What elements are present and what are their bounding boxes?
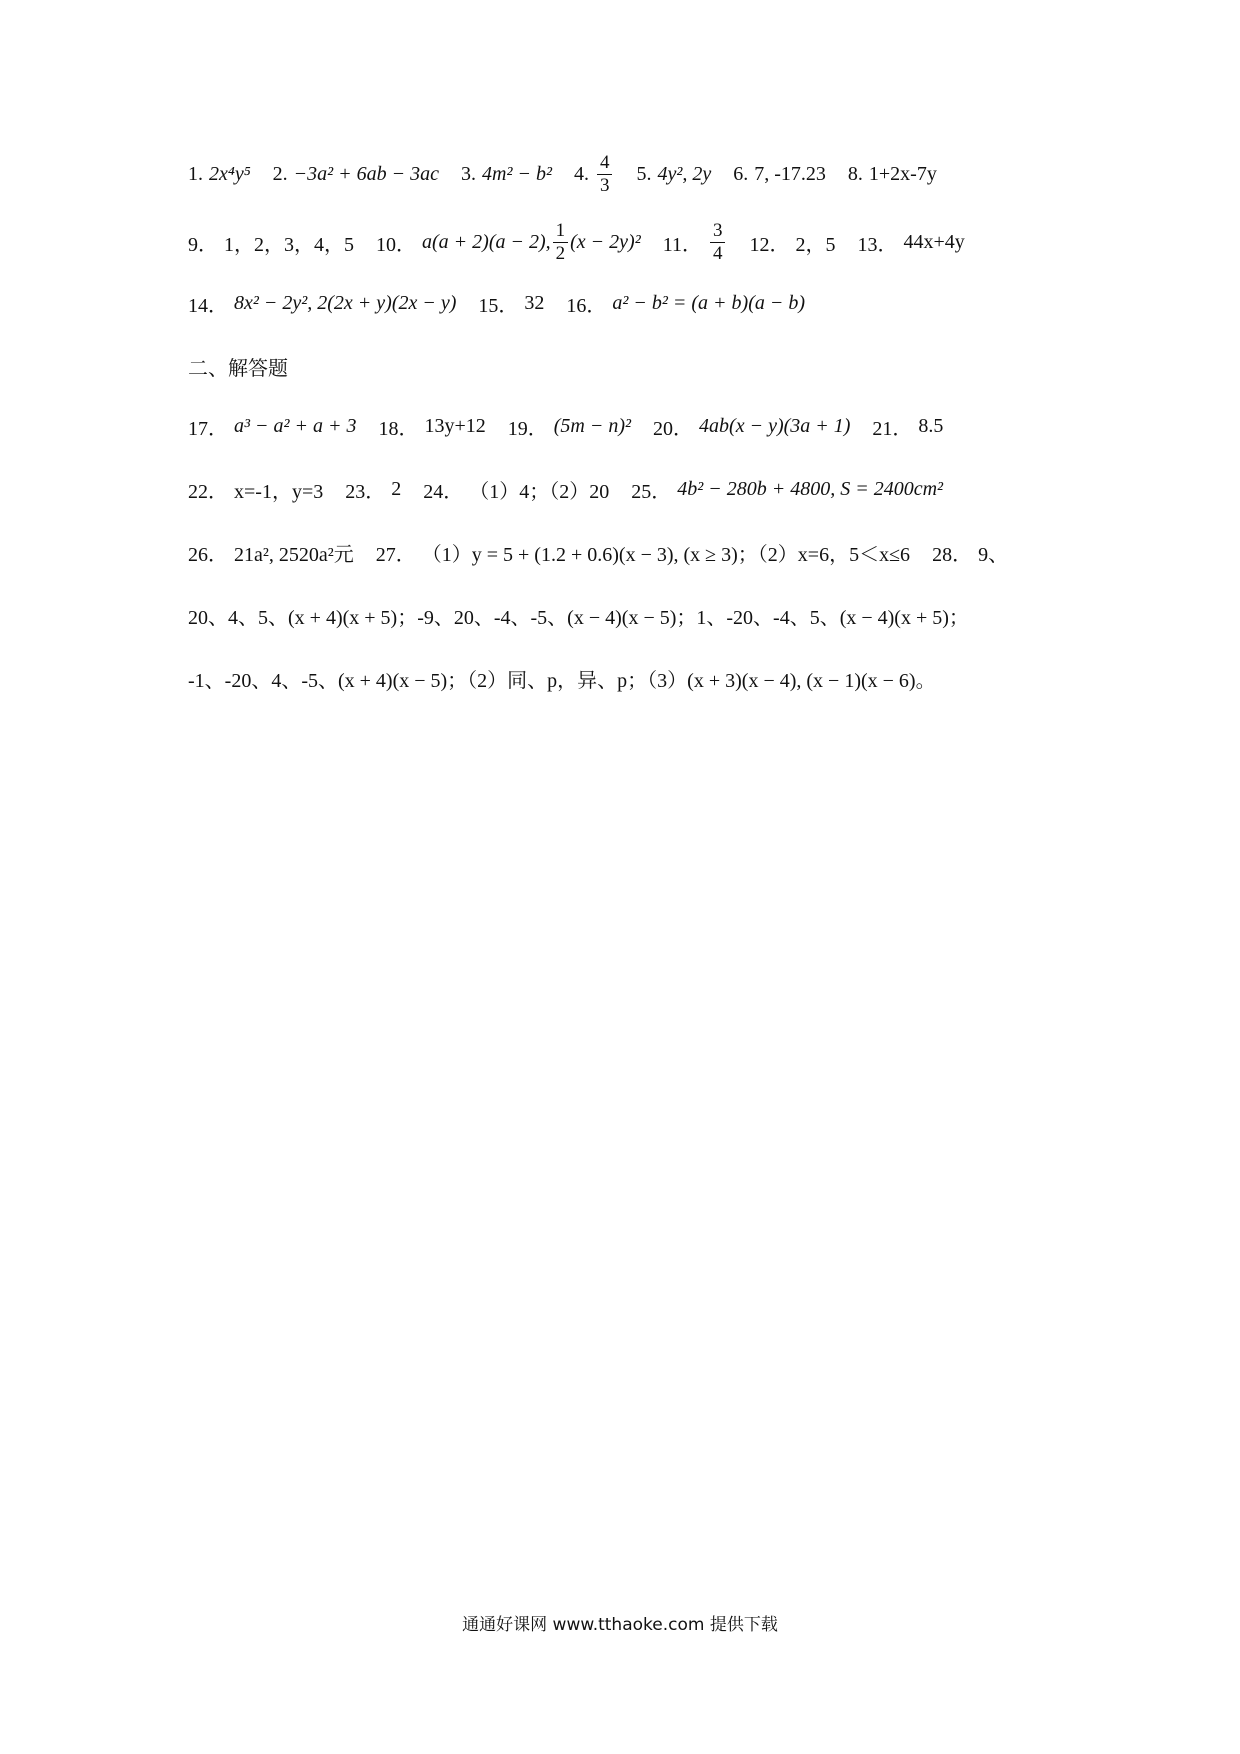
answer-text: 13y+12 <box>424 414 486 437</box>
answer-21 <box>872 412 943 441</box>
answer-17 <box>188 412 356 441</box>
answer-expression: −3a² + 6ab − 3ac <box>293 162 440 185</box>
answer-expression: (5m − n)² <box>553 414 632 437</box>
answer-text: 7, -17.23 <box>754 162 826 185</box>
fraction <box>710 220 726 265</box>
answer-3 <box>461 163 552 186</box>
fraction <box>597 152 613 197</box>
answer-key <box>188 150 1068 724</box>
answer-15 <box>478 289 544 318</box>
answer-line-1 <box>188 150 1068 198</box>
answer-number: 9． <box>188 233 218 256</box>
answer-expression: (x − 2y)² <box>570 230 641 253</box>
answer-number: 2. <box>272 162 288 185</box>
answer-number: 4. <box>573 162 589 185</box>
answer-line-8 <box>188 661 1068 695</box>
answer-number: 11． <box>662 233 702 256</box>
answer-number: 1. <box>188 162 203 185</box>
answer-expression: 4y², 2y <box>657 162 712 185</box>
answer-text: 1+2x-7y <box>868 162 937 185</box>
answer-expression: 2x⁴y⁵ <box>209 162 251 185</box>
answer-25 <box>631 475 943 504</box>
answer-number: 19． <box>507 417 548 440</box>
answer-24 <box>423 475 609 504</box>
answer-expression: a(a + 2)(a − 2), <box>422 230 551 253</box>
answer-number: 13． <box>857 233 898 256</box>
answer-number: 3. <box>461 162 477 185</box>
answer-line-3 <box>188 286 1068 320</box>
answer-line-7 <box>188 598 1068 632</box>
answer-23 <box>345 475 401 504</box>
fraction-denominator: 2 <box>555 242 566 264</box>
answer-number: 28． <box>932 543 973 566</box>
answer-8 <box>848 163 937 186</box>
answer-number: 23． <box>345 480 386 503</box>
fraction-numerator: 3 <box>710 220 726 243</box>
answer-11 <box>663 220 728 265</box>
answer-text: 44x+4y <box>903 230 965 253</box>
answer-expression: 4b² − 280b + 4800, S = 2400cm² <box>677 477 944 500</box>
answer-28-continued: 20、4、5、(x + 4)(x + 5)；-9、20、-4、-5、(x − 4)(x − 5)；1、-20、-4、5、(x − 4)(x + 5)； <box>188 606 969 629</box>
answer-line-5 <box>188 472 1068 506</box>
answer-number: 12． <box>749 233 790 256</box>
answer-13 <box>857 228 964 257</box>
answer-text: 9、 <box>978 543 1009 566</box>
answer-number: 22． <box>188 480 228 503</box>
answer-line-4 <box>188 409 1068 443</box>
answer-number: 27． <box>375 543 416 566</box>
answer-text: （1）y = 5 + (1.2 + 0.6)(x − 3), (x ≥ 3)；（2）x=6，5＜x≤6 <box>421 543 911 566</box>
answer-text: 8.5 <box>918 414 944 437</box>
answer-number: 18． <box>378 417 419 440</box>
answer-text: 2 <box>391 477 402 500</box>
answer-26 <box>188 538 354 567</box>
answer-2 <box>273 163 439 186</box>
answer-number: 21． <box>872 417 913 440</box>
answer-28-continued: -1、-20、4、-5、(x + 4)(x − 5)；（2）同、p，异、p；（3）(x + 3)(x − 4), (x − 1)(x − 6)。 <box>188 669 936 692</box>
answer-number: 8. <box>847 162 863 185</box>
answer-number: 20． <box>653 417 694 440</box>
answer-6 <box>733 163 826 186</box>
answer-4 <box>574 152 615 197</box>
answer-12 <box>749 228 835 257</box>
fraction-denominator: 3 <box>599 174 610 196</box>
answer-expression: 4m² − b² <box>482 162 552 185</box>
fraction-numerator: 4 <box>597 152 613 175</box>
answer-number: 26． <box>188 543 228 566</box>
answer-18 <box>378 412 485 441</box>
answer-number: 24． <box>423 480 464 503</box>
fraction-denominator: 4 <box>712 242 723 264</box>
answer-27 <box>376 538 910 567</box>
answer-number: 14． <box>188 294 228 317</box>
answer-5 <box>636 163 711 186</box>
answer-1 <box>188 163 251 186</box>
answer-line-2 <box>188 218 1068 266</box>
answer-expression: a² − b² = (a + b)(a − b) <box>612 291 806 314</box>
answer-number: 15． <box>478 294 519 317</box>
answer-19 <box>508 412 631 441</box>
section-title: 二、解答题 <box>188 355 288 380</box>
answer-expression: 8x² − 2y², 2(2x + y)(2x − y) <box>234 291 457 314</box>
answer-number: 6. <box>733 162 749 185</box>
answer-10 <box>376 220 641 265</box>
answer-text: 1，2，3，4，5 <box>224 233 354 256</box>
answer-text: 2，5 <box>795 233 836 256</box>
answer-number: 5. <box>636 162 652 185</box>
answer-expression: a³ − a² + a + 3 <box>234 414 357 437</box>
answer-22 <box>188 475 323 504</box>
answer-text: 21a², 2520a²元 <box>234 543 354 566</box>
fraction <box>553 220 569 265</box>
fraction-numerator: 1 <box>553 220 569 243</box>
page-footer: 通通好课网 www.tthaoke.com 提供下载 <box>462 1615 778 1635</box>
answer-line-6 <box>188 535 1068 569</box>
answer-expression: 4ab(x − y)(3a + 1) <box>699 414 851 437</box>
answer-number: 10． <box>376 233 416 256</box>
answer-number: 17． <box>188 417 228 440</box>
answer-text: （1）4；（2）20 <box>469 480 610 503</box>
answer-28 <box>932 538 1008 567</box>
answer-20 <box>653 412 850 441</box>
answer-number: 25． <box>631 480 672 503</box>
answer-number: 16． <box>566 294 607 317</box>
answer-text: 32 <box>524 291 545 314</box>
answer-9 <box>188 228 354 257</box>
answer-16 <box>566 289 805 318</box>
answer-text: x=-1，y=3 <box>234 480 324 503</box>
answer-14 <box>188 289 456 318</box>
